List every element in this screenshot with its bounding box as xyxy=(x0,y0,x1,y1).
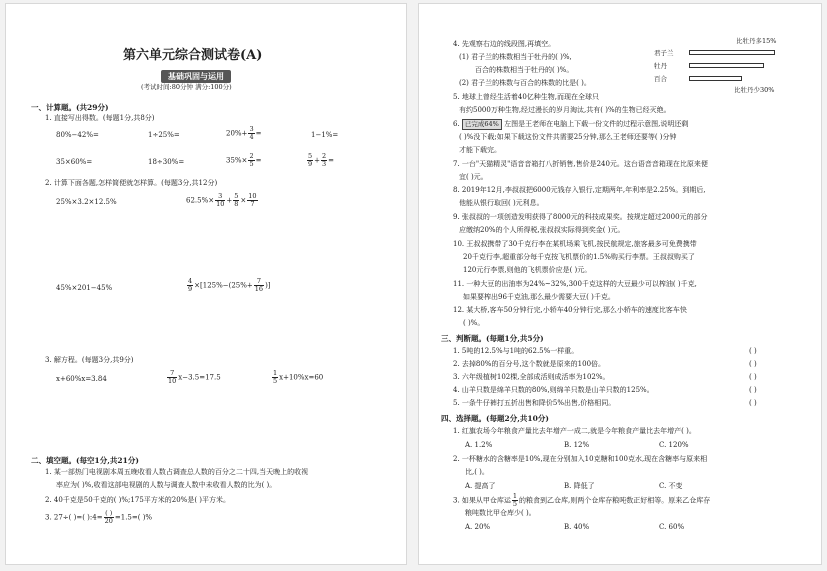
fraction xyxy=(321,153,327,168)
calc-item: 80%−42%= xyxy=(56,131,99,139)
numerator: ( ) xyxy=(105,509,113,517)
fraction xyxy=(167,370,177,385)
section-4-heading: 四、选择题。(每题2分,共10分) xyxy=(441,414,549,423)
denominator: 5 xyxy=(273,377,278,385)
left-page xyxy=(5,3,407,565)
denominator: 9 xyxy=(308,160,313,168)
numerator: 2 xyxy=(249,152,254,160)
choice-option: B. 降低了 xyxy=(564,482,595,490)
calc-item: 20%+ $\frac{3}{4}$ = xyxy=(226,125,262,141)
calc-item: 1−1%= xyxy=(311,131,339,139)
numerator: 3 xyxy=(215,193,225,201)
judge-bracket: ( ) xyxy=(749,373,757,381)
q6-text: 左图是王老师在电脑上下载一份文件的过程示意图,说明还剩 xyxy=(504,120,689,128)
judge-item: 4. 山羊只数是绵羊只数的80%,则绵羊只数是山羊只数的125%。 xyxy=(453,386,654,394)
calc-item xyxy=(186,278,271,293)
choice-option: B. 40% xyxy=(564,523,590,531)
denominator: 7 xyxy=(250,200,255,208)
judge-item: 5. 一条牛仔裤打五折出售和降价5%出售,价格相同。 xyxy=(453,399,616,407)
numerator: 4 xyxy=(188,277,193,285)
q10-line3: 120元行李票,则他的飞机票价应是( )元。 xyxy=(463,266,592,274)
subtitle-badge-text: 基础巩固与运用 xyxy=(161,70,231,83)
fill-q3 xyxy=(45,510,152,525)
fraction xyxy=(248,153,254,168)
calc-item: $\frac{5}{9}$ + $\frac{2}{3}$ = xyxy=(308,152,335,168)
calc-item: 35%× $\frac{2}{5}$ = xyxy=(226,152,262,168)
q5-line1: 5. 地球上曾经生活着40亿种生物,而现在全球只 xyxy=(453,93,600,101)
choice-option: C. 不变 xyxy=(659,482,683,490)
calc-item-text: ×[125%−(25%+ xyxy=(194,281,253,290)
denominator: 3 xyxy=(322,160,327,168)
q4-line3: 百合的株数相当于牡丹的( )%。 xyxy=(475,66,574,74)
equation xyxy=(166,370,221,385)
choice-option: A. 20% xyxy=(465,523,491,531)
fraction xyxy=(233,193,239,208)
equation xyxy=(271,370,323,385)
q10-line1: 10. 王叔叔携带了30千克行李在某机场乘飞机,按民航规定,旅客最多可免费携带 xyxy=(453,240,697,248)
choice-q3-text: 3. 如果从甲仓库运 xyxy=(453,496,511,505)
q11-line2: 如果要榨出96千克油,那么最少需要大豆( )千克。 xyxy=(463,293,615,301)
choice-q3-text: 的粮食到乙仓库,则两个仓库存粮吨数正好相等。原来乙仓库存 xyxy=(519,496,711,505)
q1-3-prompt: 3. 解方程。(每题3分,共9分) xyxy=(45,356,134,364)
judge-bracket: ( ) xyxy=(749,386,757,394)
fraction xyxy=(247,193,257,208)
q1-1-prompt: 1. 直接写出得数。(每题1分,共8分) xyxy=(45,114,155,122)
equation-text: x+10%x=60 xyxy=(279,373,324,382)
choice-q3-line2: 粮吨数比甲仓库少( )。 xyxy=(465,509,536,517)
subtitle-badge xyxy=(161,64,231,83)
line-segment-diagram xyxy=(654,36,819,96)
denominator: 20 xyxy=(104,517,113,525)
diagram-row-label: 百合 xyxy=(654,75,667,83)
diagram-bar-baihe xyxy=(689,76,742,81)
judge-item: 1. 5吨的12.5%与1吨的62.5%一样重。 xyxy=(453,347,579,355)
choice-q2-line1: 2. 一杯糖水的含糖率是10%,现在分别加入10克糖和100克水,现在含糖率与原来相 xyxy=(453,455,708,463)
choice-option: C. 120% xyxy=(659,441,689,449)
judge-item: 2. 去掉80%的百分号,这个数就是原来的100倍。 xyxy=(453,360,606,368)
calc-item-text: )] xyxy=(265,281,271,290)
numerator: 7 xyxy=(167,370,177,378)
numerator: 10 xyxy=(248,192,257,200)
calc-item-text: 62.5%× xyxy=(186,196,215,205)
fraction xyxy=(215,193,225,208)
q12-line1: 12. 某大桥,客车50分钟行完,小轿车40分钟行完,那么小轿车的速度比客车快 xyxy=(453,306,687,314)
q4-line1: 4. 先观察右边的线段图,再填空。 xyxy=(453,40,556,48)
calc-item-text: 35%× xyxy=(226,156,248,165)
equation: x+60%x=3.84 xyxy=(56,375,107,383)
diagram-row-label: 君子兰 xyxy=(654,49,674,57)
q7-line1: 7. 一台"天猫精灵"语音音箱打八折销售,售价是240元。这台语音音箱现在比原来便 xyxy=(453,160,708,168)
judge-bracket: ( ) xyxy=(749,399,757,407)
section-1-heading: 一、计算题。(共29分) xyxy=(31,103,109,112)
fraction xyxy=(187,278,193,293)
numerator: 7 xyxy=(254,278,264,286)
fraction xyxy=(272,370,278,385)
numerator: 5 xyxy=(234,192,239,200)
fraction xyxy=(512,493,518,508)
q6-line1: 6. 已完成64% 左图是王老师在电脑上下载一份文件的过程示意图,说明还剩 xyxy=(453,120,689,128)
denominator: 4 xyxy=(249,133,254,141)
q8-line2: 他能从银行取回( )元利息。 xyxy=(459,199,544,207)
q10-line2: 20千克行李,超重部分每千克按飞机票价的1.5%购买行李票。王叔叔购买了 xyxy=(463,253,695,261)
q7-line2: 宜( )元。 xyxy=(459,173,488,181)
choice-q1: 1. 红旗农场今年粮食产量比去年增产一成二,就是今年粮食产量比去年增产( )。 xyxy=(453,427,696,435)
denominator: 8 xyxy=(234,200,239,208)
q9-line2: 应缴纳20%的个人所得税,张叔叔实际得到奖金( )元。 xyxy=(459,226,625,234)
numerator: 5 xyxy=(308,152,313,160)
denominator: 9 xyxy=(188,285,193,293)
denominator: 5 xyxy=(512,500,518,508)
choice-q3-line1 xyxy=(453,493,710,508)
choice-option: A. 提高了 xyxy=(465,482,496,490)
exam-info: (考试时间:80分钟 满分:100分) xyxy=(141,83,232,91)
q6-line3: 才能下载完。 xyxy=(459,146,501,154)
q9-line1: 9. 张叔叔的一项创造发明获得了8000元的科技成果奖。按规定超过2000元的部分 xyxy=(453,213,708,221)
section-3-heading: 三、判断题。(每题1分,共5分) xyxy=(441,334,544,343)
calc-item: 25%×3.2×12.5% xyxy=(56,198,117,206)
numerator: 3 xyxy=(249,125,254,133)
choice-option: C. 60% xyxy=(659,523,685,531)
diagram-bar-junzilan xyxy=(689,50,775,55)
fraction xyxy=(104,510,114,525)
q5-line2: 有约5000万种生物,经过漫长的岁月淘汰,共有( )%的生物已经灭绝。 xyxy=(459,106,671,114)
q1-2-prompt: 2. 计算下面各题,怎样简便就怎样算。(每题3分,共12分) xyxy=(45,179,218,187)
choice-option: A. 1.2% xyxy=(465,441,493,449)
fill-q1-line1: 1. 某一部热门电视剧本周五晚收看人数占调查总人数的百分之二十四,当天晚上的收视 xyxy=(45,468,309,476)
judge-bracket: ( ) xyxy=(749,347,757,355)
calc-item: 1÷25%= xyxy=(148,131,180,139)
numerator: 2 xyxy=(322,152,327,160)
diagram-bar-mudan xyxy=(689,63,764,68)
denominator: 10 xyxy=(168,377,177,385)
calc-item: 18÷30%= xyxy=(148,158,185,166)
page-title: 第六单元综合测试卷(A) xyxy=(123,48,263,63)
denominator: 16 xyxy=(254,285,264,293)
diagram-label-top: 比牡丹多15% xyxy=(736,37,777,45)
calc-item: 45%×201−45% xyxy=(56,284,113,292)
denominator: 10 xyxy=(216,200,225,208)
q8-line1: 8. 2019年12月,李叔叔把6000元钱存入银行,定期两年,年利率是2.25%。到期后, xyxy=(453,186,706,194)
q6-line2: ( )%没下载;如果下载这份文件共需要25分钟,那么王老师还要等( )分钟 xyxy=(459,133,677,141)
numerator: 1 xyxy=(273,369,278,377)
fill-q1-line2: 率应为( )%,收看这部电视剧的人数与调查人数中未收看人数的比为( )。 xyxy=(56,481,277,489)
equation-text: x−3.5=17.5 xyxy=(178,373,221,382)
fill-q2: 2. 40千克是50千克的( )%;175平方米的20%是( )平方米。 xyxy=(45,496,231,504)
calc-item-text: + xyxy=(314,156,321,165)
calc-item: 35×60%= xyxy=(56,158,93,166)
diagram-row-label: 牡丹 xyxy=(654,62,667,70)
calc-item-text: 20%+ xyxy=(226,129,248,138)
q4-line4: (2) 君子兰的株数与百合的株数的比是( )。 xyxy=(459,79,591,87)
diagram-label-bottom: 比牡丹少30% xyxy=(734,86,775,94)
calc-item: 62.5%× $\frac{3}{10}$ + $\frac{5}{8}$ × $\frac{10}{7}$ xyxy=(186,192,257,208)
q12-line2: ( )%。 xyxy=(463,319,485,327)
fraction xyxy=(254,278,264,293)
download-progress-box: 已完成64% xyxy=(462,119,502,130)
fill-q3-text: =1.5=( )% xyxy=(114,513,153,522)
fill-q3-text: 3. 27÷( )=( ):4= xyxy=(45,513,103,522)
fraction xyxy=(307,153,313,168)
section-2-heading: 二、填空题。(每空1分,共21分) xyxy=(31,456,139,465)
choice-q2-line2: 比,( )。 xyxy=(465,468,489,476)
right-page xyxy=(418,3,822,565)
denominator: 5 xyxy=(249,160,254,168)
judge-item: 3. 六年级植树102棵,全部成活则成活率为102%。 xyxy=(453,373,610,381)
q11-line1: 11. 一种大豆的出油率为24%~32%,300千克这样的大豆最少可以榨油( )千克, xyxy=(453,280,697,288)
q4-line2: (1) 君子兰的株数相当于牡丹的( )%, xyxy=(459,53,572,61)
judge-bracket: ( ) xyxy=(749,360,757,368)
choice-option: B. 12% xyxy=(564,441,590,449)
fraction xyxy=(248,126,254,141)
numerator: 1 xyxy=(512,492,518,500)
